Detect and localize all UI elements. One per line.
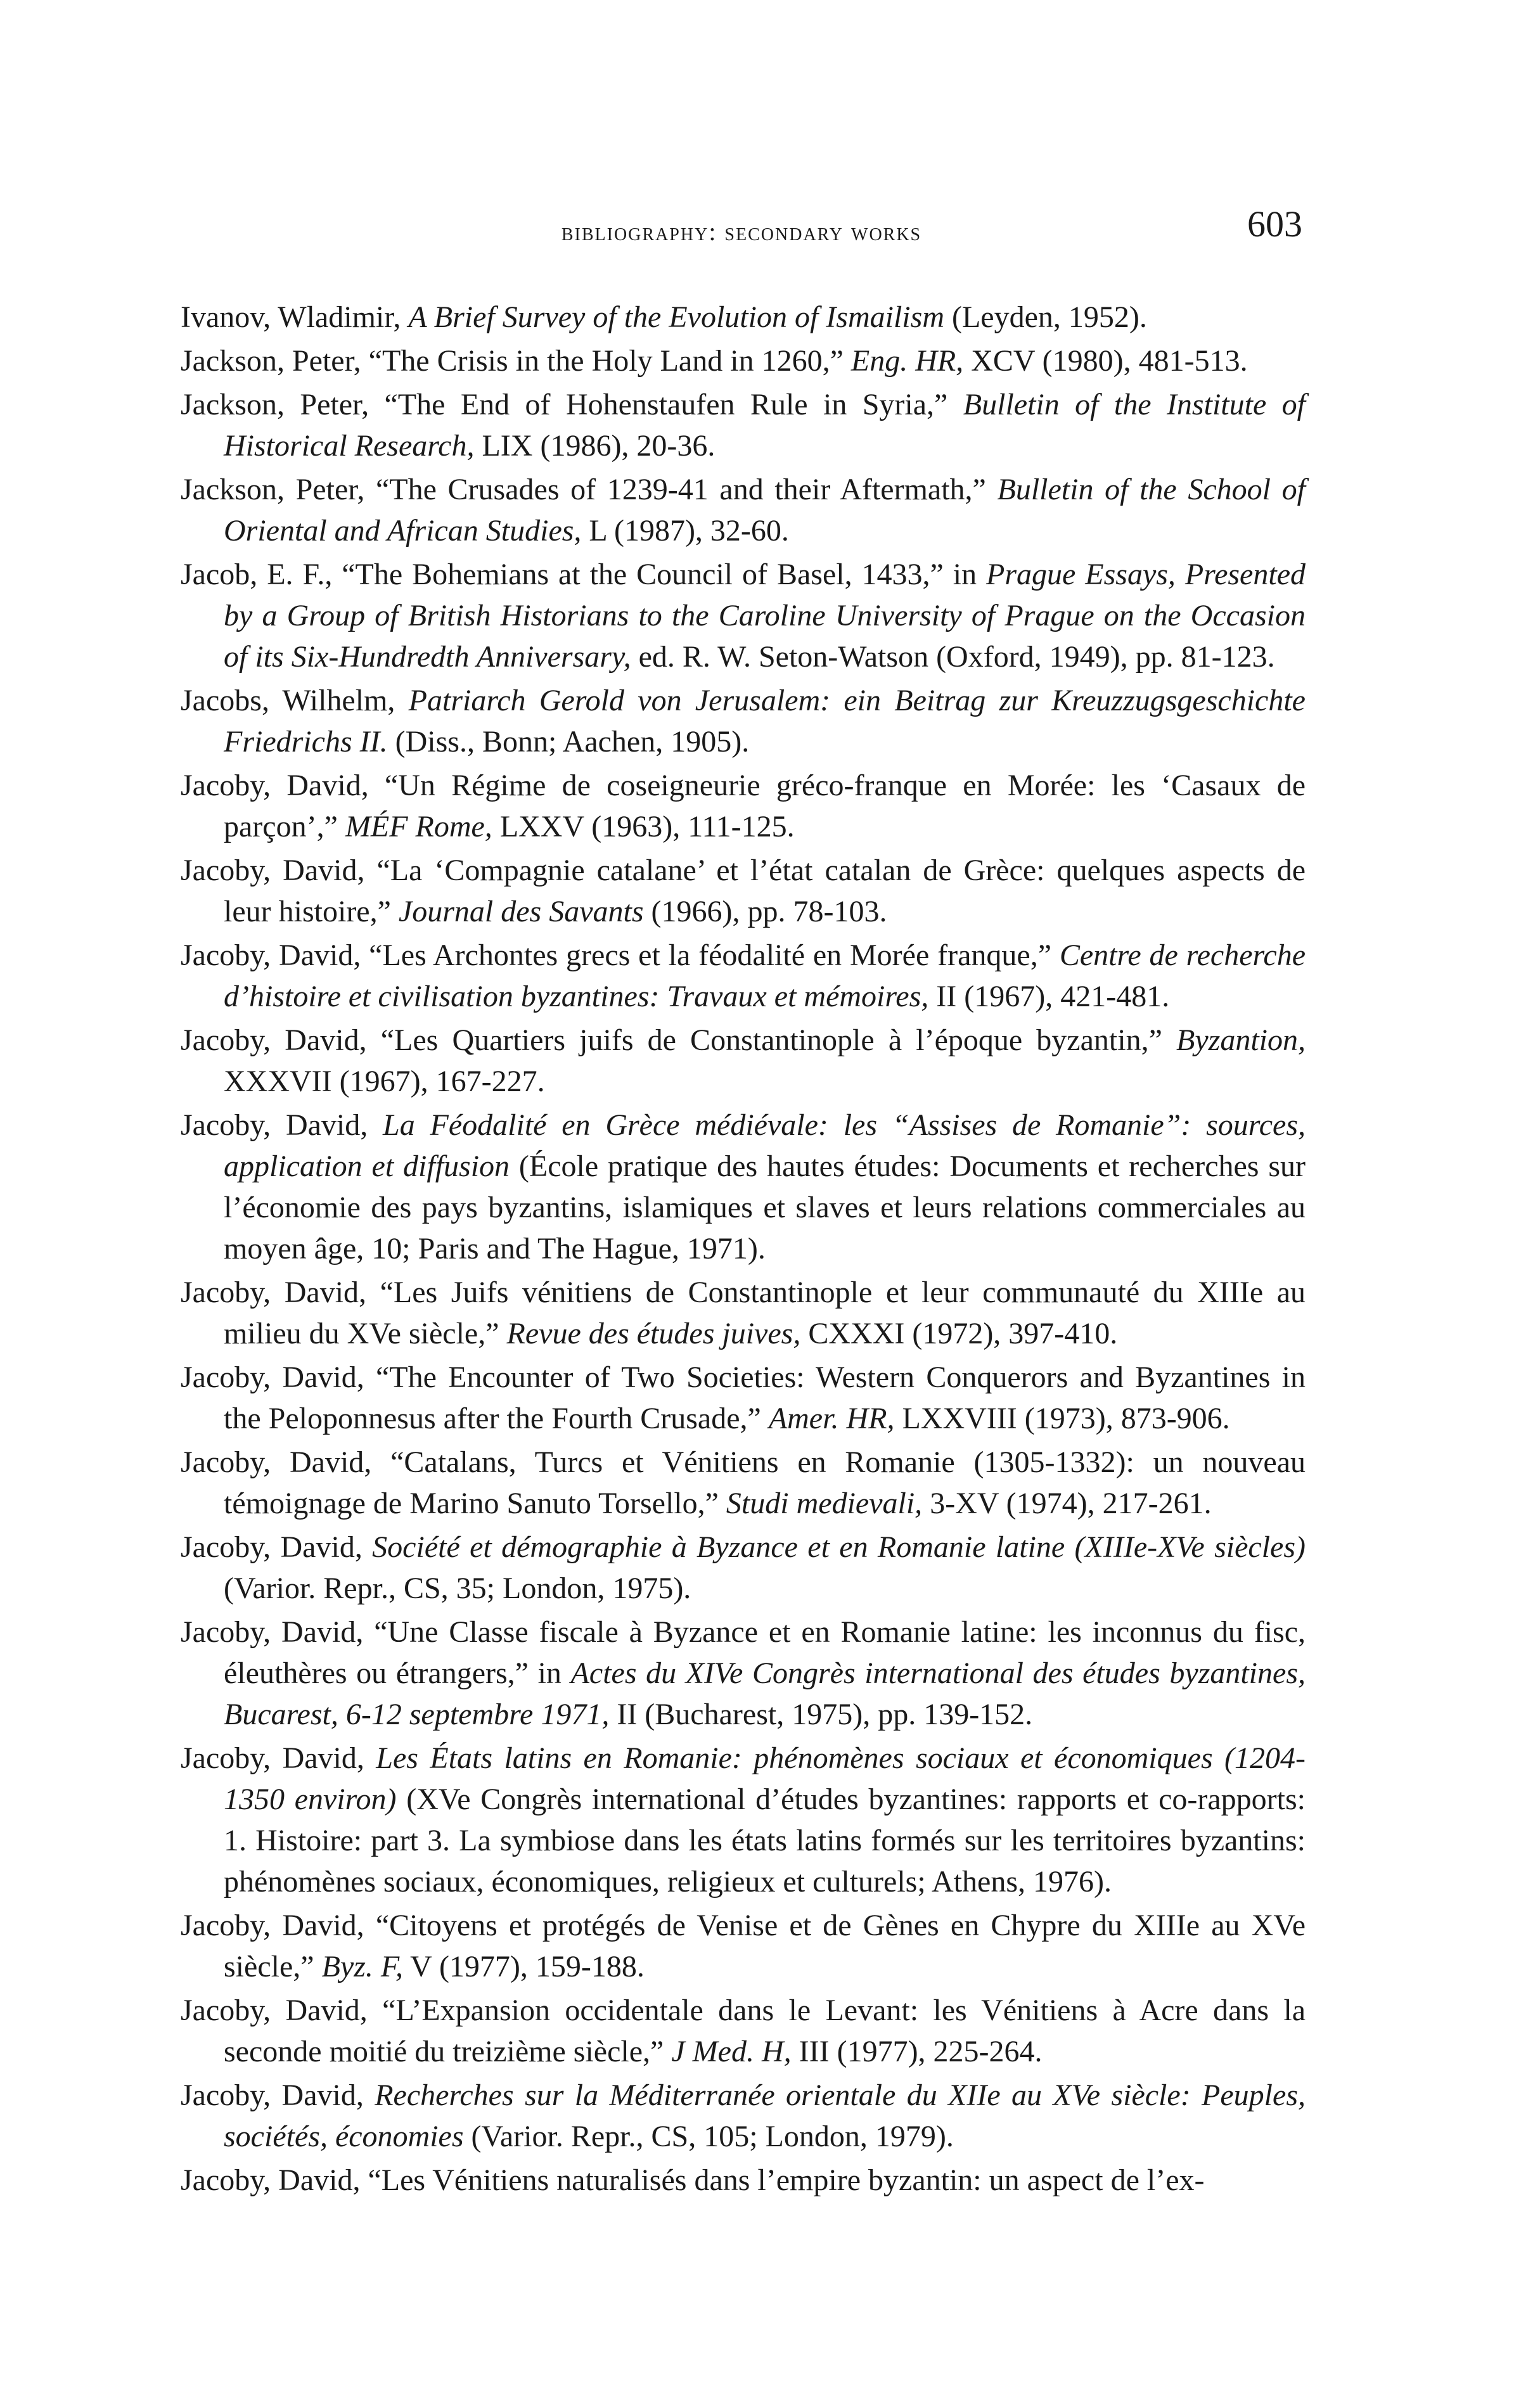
bibliography-entry: [181, 1905, 1306, 1987]
bibliography-entry: [181, 1527, 1306, 1609]
entry-title-italic: Revue des études juives,: [506, 1317, 801, 1350]
entry-title-italic: Journal des Savants: [398, 895, 644, 928]
bibliography-entry: [181, 384, 1306, 466]
entry-title-italic: Bulletin of the Institute of Historical Research,: [224, 388, 1306, 463]
entry-text: (Varior. Repr., CS, 105; London, 1979).: [463, 2120, 954, 2153]
bibliography-entry: [181, 469, 1306, 551]
entry-text: (Leyden, 1952).: [944, 300, 1147, 334]
bibliography-entry: [181, 1105, 1306, 1269]
entry-text: L (1987), 32-60.: [581, 514, 789, 548]
entry-text: II (1967), 421-481.: [928, 980, 1170, 1013]
entry-text: Jacoby, David, “Les Quartiers juifs de Constantinople à l’époque byzantin,”: [181, 1023, 1177, 1057]
entry-text: II (Bucharest, 1975), pp. 139-152.: [609, 1698, 1033, 1731]
bibliography-entry: [181, 1611, 1306, 1735]
entry-text: LIX (1986), 20-36.: [474, 429, 716, 463]
entry-text: Jackson, Peter, “The Crisis in the Holy Land in 1260,”: [181, 344, 851, 378]
entry-text: Jacoby, David,: [181, 2078, 375, 2112]
entry-text: Jacoby, David, “Un Régime de coseigneurie gréco-franque en Morée: les ‘Casaux de parçon’,”: [181, 769, 1306, 843]
entry-text: Ivanov, Wladimir,: [181, 300, 409, 334]
entry-title-italic: Recherches sur la Méditerranée orientale du XIIe au XVe siècle: Peuples, sociétés, économies: [224, 2078, 1306, 2153]
entry-title-italic: A Brief Survey of the Evolution of Ismailism: [408, 300, 944, 334]
entry-text: ed. R. W. Seton-Watson (Oxford, 1949), pp. 81-123.: [631, 640, 1275, 674]
bibliography-entry: [181, 1272, 1306, 1354]
entry-text: Jacoby, David, “L’Expansion occidentale dans le Levant: les Vénitiens à Acre dans la seconde moitié du treizième siècle,”: [181, 1994, 1306, 2068]
entry-text: XCV (1980), 481-513.: [963, 344, 1248, 378]
entry-text: LXXVIII (1973), 873-906.: [894, 1402, 1230, 1435]
entry-text: Jacob, E. F., “The Bohemians at the Council of Basel, 1433,” in: [181, 558, 987, 591]
entry-text: Jacobs, Wilhelm,: [181, 684, 409, 717]
entry-text: (École pratique des hautes études: Documents et recherches sur l’économie des pays byzantins, islamiques et slaves et leurs relations commerciales au moyen âge, 10; Paris and The Hague, 1971).: [224, 1150, 1306, 1265]
bibliography-entries: [181, 297, 1306, 2203]
entry-title-italic: Studi medievali,: [726, 1487, 923, 1520]
bibliography-entry: [181, 935, 1306, 1017]
entry-text: Jacoby, David, “La ‘Compagnie catalane’ et l’état catalan de Grèce: quelques aspects de leur histoire,”: [181, 854, 1306, 928]
bibliography-entry: [181, 1738, 1306, 1902]
entry-title-italic: Société et démographie à Byzance et en Romanie latine (XIIIe-XVe siècles): [372, 1530, 1306, 1564]
bibliography-entry: [181, 1020, 1306, 1102]
entry-text: Jacoby, David,: [181, 1530, 373, 1564]
entry-text: (Diss., Bonn; Aachen, 1905).: [387, 725, 750, 759]
entry-text: III (1977), 225-264.: [791, 2035, 1043, 2068]
running-head: bibliography: secondary works: [561, 217, 922, 246]
bibliography-entry: [181, 1357, 1306, 1439]
bibliography-entry: [181, 1442, 1306, 1524]
entry-text: Jackson, Peter, “The End of Hohenstaufen Rule in Syria,”: [181, 388, 963, 421]
bibliography-entry: [181, 297, 1306, 338]
bibliography-entry: [181, 554, 1306, 677]
entry-text: Jacoby, David, “Les Juifs vénitiens de Constantinople et leur communauté du XIIIe au milieu du XVe siècle,”: [181, 1276, 1306, 1350]
entry-title-italic: Patriarch Gerold von Jerusalem: ein Beitrag zur Kreuzzugsgeschichte Friedrichs II.: [224, 684, 1306, 759]
entry-text: Jacoby, David, “Citoyens et protégés de Venise et de Gènes en Chypre du XIIIe au XVe siècle,”: [181, 1909, 1306, 1983]
entry-title-italic: Byz. F,: [321, 1950, 404, 1983]
entry-title-italic: Centre de recherche d’histoire et civilisation byzantines: Travaux et mémoires,: [224, 938, 1306, 1013]
entry-text: (Varior. Repr., CS, 35; London, 1975).: [224, 1572, 691, 1605]
bibliography-entry: [181, 850, 1306, 932]
entry-text: (1966), pp. 78-103.: [643, 895, 887, 928]
entry-title-italic: Actes du XIVe Congrès international des études byzantines, Bucarest, 6-12 septembre 1971,: [224, 1656, 1306, 1731]
entry-text: XXXVII (1967), 167-227.: [224, 1065, 545, 1098]
entry-title-italic: Les États latins en Romanie: phénomènes sociaux et économiques (1204-1350 environ): [224, 1741, 1306, 1816]
entry-text: 3-XV (1974), 217-261.: [922, 1487, 1212, 1520]
entry-title-italic: Amer. HR,: [768, 1402, 895, 1435]
entry-text: V (1977), 159-188.: [403, 1950, 645, 1983]
bibliography-entry: [181, 2160, 1306, 2201]
entry-text: CXXXI (1972), 397-410.: [800, 1317, 1118, 1350]
entry-text: Jacoby, David, “Catalans, Turcs et Vénitiens en Romanie (1305-1332): un nouveau témoignage de Marino Sanuto Torsello,”: [181, 1445, 1306, 1520]
bibliography-entry: [181, 1990, 1306, 2072]
entry-title-italic: MÉF Rome,: [345, 810, 492, 843]
entry-text: Jacoby, David,: [181, 1741, 376, 1775]
entry-title-italic: J Med. H,: [671, 2035, 792, 2068]
bibliography-entry: [181, 2075, 1306, 2157]
entry-text: Jacoby, David, “Une Classe fiscale à Byzance et en Romanie latine: les inconnus du fisc, éleuthères ou étrangers,” in: [181, 1615, 1306, 1690]
entry-title-italic: Prague Essays, Presented by a Group of British Historians to the Caroline University of Prague on the Occasion of its Six-Hundredth Anniversary,: [224, 558, 1306, 674]
entry-text: Jacoby, David, “Les Archontes grecs et la féodalité en Morée franque,”: [181, 938, 1060, 972]
page-header: [181, 203, 1302, 247]
entry-text: Jacoby, David, “The Encounter of Two Societies: Western Conquerors and Byzantines in the Peloponnesus after the Fourth Crusade,”: [181, 1361, 1306, 1435]
entry-title-italic: Byzantion,: [1176, 1023, 1306, 1057]
entry-title-italic: Bulletin of the School of Oriental and African Studies,: [224, 473, 1306, 548]
entry-title-italic: La Féodalité en Grèce médiévale: les “Assises de Romanie”: sources, application et diffusion: [224, 1108, 1306, 1183]
entry-text: (XVe Congrès international d’études byzantines: rapports et co-rapports: 1. Histoire: part 3. La symbiose dans les états latins formés sur les territoires byzantins: phénomènes sociaux, économiques, religieux et culturels; Athens, 1976).: [224, 1783, 1306, 1899]
entry-text: LXXV (1963), 111-125.: [492, 810, 795, 843]
entry-text: Jacoby, David,: [181, 1108, 383, 1142]
page-number: 603: [1247, 203, 1302, 245]
bibliography-entry: [181, 340, 1306, 381]
bibliography-entry: [181, 680, 1306, 762]
entry-text: Jackson, Peter, “The Crusades of 1239-41 and their Aftermath,”: [181, 473, 998, 506]
entry-title-italic: Eng. HR,: [850, 344, 964, 378]
bibliography-entry: [181, 765, 1306, 847]
entry-text: Jacoby, David, “Les Vénitiens naturalisés dans l’empire byzantin: un aspect de l’ex-: [181, 2163, 1205, 2197]
